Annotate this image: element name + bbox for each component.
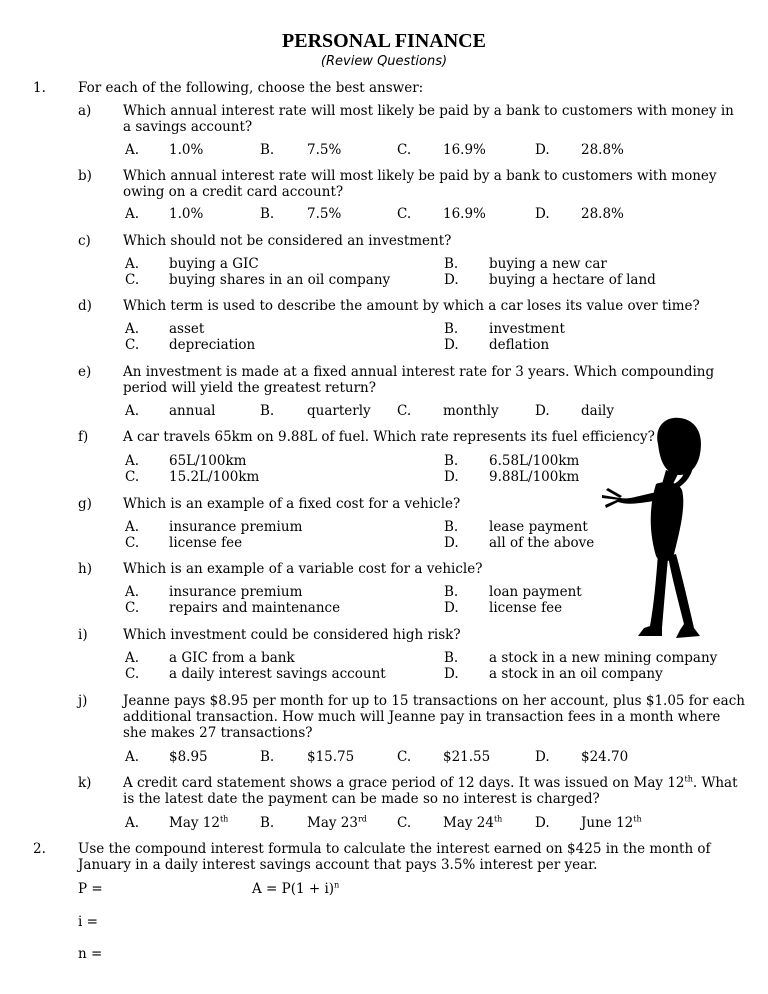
option-text: monthly — [443, 403, 499, 419]
option-letter: B. — [260, 142, 275, 158]
option-text: all of the above — [489, 535, 595, 551]
option-text: deflation — [489, 337, 550, 353]
answer-label-i: i = — [78, 914, 98, 930]
option-letter: C. — [397, 142, 412, 158]
option-text: 15.2L/100km — [169, 469, 260, 485]
option-text: lease payment — [489, 519, 588, 535]
item-letter: g) — [78, 496, 92, 512]
option-letter: A. — [125, 584, 140, 600]
option-letter: D. — [444, 535, 459, 551]
option-text: buying a new car — [489, 256, 607, 272]
option-letter: B. — [444, 584, 459, 600]
item-text-line: An investment is made at a fixed annual interest rate for 3 years. Which compounding — [123, 364, 715, 380]
option-letter: B. — [260, 206, 275, 222]
item-text-line: Which term is used to describe the amount by which a car loses its value over time? — [123, 298, 700, 314]
superscript: th — [684, 774, 693, 784]
item-letter: e) — [78, 364, 92, 380]
item-text-line: Which is an example of a variable cost for a vehicle? — [123, 561, 483, 577]
option-letter: C. — [125, 469, 140, 485]
option-letter: D. — [535, 749, 550, 765]
option-text: license fee — [489, 600, 563, 616]
item-letter: k) — [78, 775, 92, 791]
option-text: a stock in an oil company — [489, 666, 663, 682]
page-title: PERSONAL FINANCE — [282, 30, 486, 52]
option-text: 7.5% — [307, 142, 342, 158]
option-letter: C. — [125, 337, 140, 353]
question-number: 1. — [33, 80, 46, 96]
item-text-line: Which annual interest rate will most likely be paid by a bank to customers with money — [123, 168, 717, 184]
answer-label-p: P = — [78, 881, 103, 897]
option-letter: D. — [535, 142, 550, 158]
question-number: 2. — [33, 841, 46, 857]
option-text: June 12th — [581, 814, 642, 831]
option-letter: A. — [125, 256, 140, 272]
option-letter: D. — [444, 666, 459, 682]
option-text: insurance premium — [169, 519, 303, 535]
option-letter: B. — [444, 519, 459, 535]
option-text: investment — [489, 321, 565, 337]
item-text-line: A credit card statement shows a grace period of 12 days. It was issued on May 12th. What — [123, 774, 738, 791]
option-text: repairs and maintenance — [169, 600, 341, 616]
option-letter: B. — [444, 256, 459, 272]
item-text-line: Which annual interest rate will most likely be paid by a bank to customers with money in — [123, 103, 734, 119]
option-text: daily — [581, 403, 614, 419]
option-letter: B. — [444, 321, 459, 337]
option-text: 28.8% — [581, 142, 624, 158]
option-letter: A. — [125, 749, 140, 765]
option-text: a GIC from a bank — [169, 650, 295, 666]
option-text: May 24th — [443, 814, 503, 831]
option-text: 65L/100km — [169, 453, 247, 469]
option-text: depreciation — [169, 337, 256, 353]
option-letter: C. — [125, 666, 140, 682]
question-text-line: January in a daily interest savings account that pays 3.5% interest per year. — [78, 857, 598, 873]
item-text-line: A car travels 65km on 9.88L of fuel. Which rate represents its fuel efficiency? — [123, 429, 655, 445]
option-text: 6.58L/100km — [489, 453, 580, 469]
item-text-line: Which investment could be considered high risk? — [123, 627, 461, 643]
option-text: a daily interest savings account — [169, 666, 386, 682]
option-text: quarterly — [307, 403, 371, 419]
option-text: $8.95 — [169, 749, 208, 765]
option-letter: D. — [444, 337, 459, 353]
option-letter: D. — [444, 272, 459, 288]
item-text-line: additional transaction. How much will Jeanne pay in transaction fees in a month where — [123, 709, 721, 725]
option-text: 16.9% — [443, 142, 486, 158]
option-letter: C. — [125, 600, 140, 616]
item-text-line: a savings account? — [123, 119, 253, 135]
option-text: annual — [169, 403, 216, 419]
option-letter: A. — [125, 321, 140, 337]
option-letter: C. — [397, 815, 412, 831]
option-letter: C. — [397, 206, 412, 222]
option-letter: A. — [125, 206, 140, 222]
option-letter: C. — [125, 272, 140, 288]
option-text: insurance premium — [169, 584, 303, 600]
item-letter: i) — [78, 627, 88, 643]
item-text-line: Which should not be considered an investment? — [123, 233, 452, 249]
item-letter: a) — [78, 103, 92, 119]
item-letter: f) — [78, 429, 89, 445]
option-text: asset — [169, 321, 205, 337]
item-text-line: period will yield the greatest return? — [123, 380, 376, 396]
option-text: 28.8% — [581, 206, 624, 222]
option-text: 1.0% — [169, 142, 204, 158]
option-text: license fee — [169, 535, 243, 551]
option-letter: A. — [125, 142, 140, 158]
option-text: buying a GIC — [169, 256, 259, 272]
option-text: 9.88L/100km — [489, 469, 580, 485]
option-letter: D. — [535, 815, 550, 831]
page-subtitle: (Review Questions) — [320, 54, 448, 69]
option-text: $24.70 — [581, 749, 629, 765]
option-letter: B. — [444, 453, 459, 469]
option-letter: C. — [397, 403, 412, 419]
item-text-line: owing on a credit card account? — [123, 184, 344, 200]
option-text: May 23rd — [307, 814, 367, 831]
option-letter: A. — [125, 650, 140, 666]
item-letter: j) — [78, 693, 88, 709]
formula: $A = P(1 + i)^n$ — [252, 880, 340, 897]
option-letter: B. — [260, 749, 275, 765]
question-text-line: Use the compound interest formula to calculate the interest earned on $425 in the month of — [78, 841, 711, 857]
question-instruction: For each of the following, choose the best answer: — [78, 80, 424, 96]
option-letter: C. — [397, 749, 412, 765]
item-letter: h) — [78, 561, 92, 577]
option-text: a stock in a new mining company — [489, 650, 718, 666]
item-letter: b) — [78, 168, 92, 184]
option-text: buying a hectare of land — [489, 272, 656, 288]
option-letter: A. — [125, 519, 140, 535]
option-letter: D. — [535, 206, 550, 222]
item-letter: c) — [78, 233, 91, 249]
option-letter: A. — [125, 403, 140, 419]
option-text: $15.75 — [307, 749, 355, 765]
item-text-line: Jeanne pays $8.95 per month for up to 15 transactions on her account, plus $1.05 for each — [123, 693, 745, 709]
option-text: buying shares in an oil company — [169, 272, 391, 288]
option-text: $21.55 — [443, 749, 491, 765]
item-text-line: is the latest date the payment can be made so no interest is charged? — [123, 791, 600, 807]
option-letter: B. — [260, 403, 275, 419]
option-letter: D. — [444, 469, 459, 485]
option-letter: C. — [125, 535, 140, 551]
option-letter: A. — [125, 815, 140, 831]
option-letter: A. — [125, 453, 140, 469]
option-text: 7.5% — [307, 206, 342, 222]
option-letter: B. — [444, 650, 459, 666]
option-text: 16.9% — [443, 206, 486, 222]
item-text-line: Which is an example of a fixed cost for a vehicle? — [123, 496, 461, 512]
option-letter: D. — [535, 403, 550, 419]
option-text: loan payment — [489, 584, 582, 600]
item-text-line: she makes 27 transactions? — [123, 725, 313, 741]
option-letter: D. — [444, 600, 459, 616]
item-letter: d) — [78, 298, 92, 314]
option-text: May 12th — [169, 814, 229, 831]
answer-label-n: n = — [78, 946, 103, 962]
option-letter: B. — [260, 815, 275, 831]
thinking-person-illustration — [600, 414, 710, 644]
option-text: 1.0% — [169, 206, 204, 222]
